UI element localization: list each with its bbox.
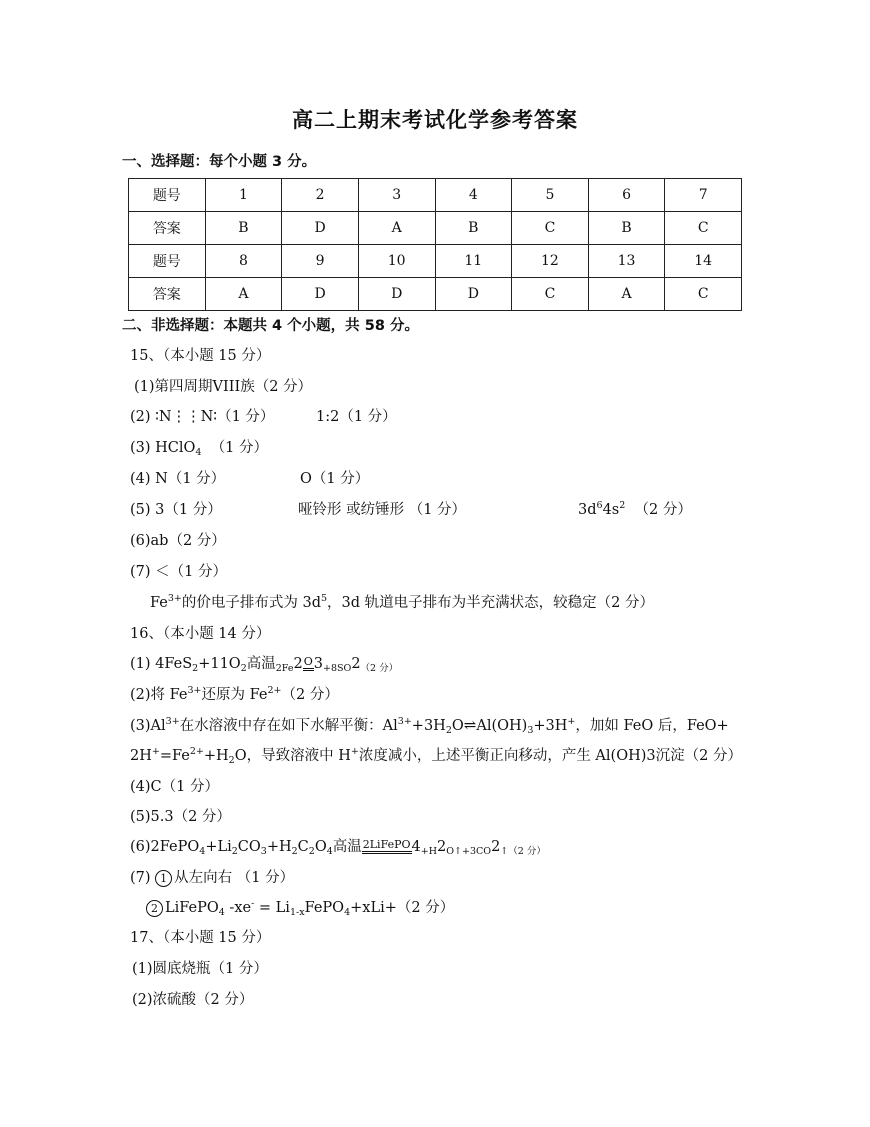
formula-text: （2 分） — [281, 687, 339, 703]
formula-text: 在水溶液中存在如下水解平衡：Al — [179, 718, 398, 734]
table-cell: D — [435, 278, 512, 311]
formula-text: (2)将 Fe — [130, 687, 188, 703]
formula-text: (3)Al — [130, 718, 166, 734]
subscript: +8SO — [323, 663, 352, 674]
q15-part7: (7) ＜（1 分） — [130, 564, 227, 580]
q16-part1 — [130, 652, 398, 674]
q15-part5-c-mid: 4s — [602, 502, 620, 518]
reaction-condition: O — [303, 656, 314, 671]
formula-text: +H — [266, 839, 292, 855]
table-row — [129, 212, 742, 245]
subscript: 2 — [192, 663, 199, 674]
table-row — [129, 245, 742, 278]
table-row-label: 题号 — [129, 179, 206, 212]
formula-text: 3 — [313, 656, 323, 672]
q15-part4-b: O（1 分） — [300, 471, 370, 487]
subscript: 3 — [527, 725, 534, 736]
circled-number-1: 1 — [155, 870, 172, 887]
formula-text: +3H — [411, 718, 446, 734]
formula-text: FePO — [304, 900, 345, 916]
table-cell: 14 — [665, 245, 742, 278]
table-cell: D — [282, 278, 359, 311]
section-heading-multiple-choice: 一、选择题：每个小题 3 分。 — [122, 154, 317, 170]
superscript: 2+ — [267, 685, 282, 696]
table-cell: 9 — [282, 245, 359, 278]
table-cell: 2 — [282, 179, 359, 212]
equilibrium-arrow-icon: ⇌ — [463, 716, 477, 734]
superscript: - — [251, 898, 255, 909]
q16-part3-b — [130, 744, 742, 766]
q16-part7-a: (7) 1 从左向右 （1 分） — [130, 870, 295, 886]
superscript: + — [350, 746, 359, 757]
q15-part5-c — [578, 498, 692, 519]
formula-text: 4 — [411, 839, 421, 855]
formula-text: 高温 — [332, 839, 362, 855]
q16-heading: 16、（本小题 14 分） — [130, 626, 271, 642]
table-cell: 6 — [588, 179, 665, 212]
subscript: 2 — [308, 846, 315, 857]
formula-text: 3 — [646, 748, 656, 764]
page-title: 高二上期末考试化学参考答案 — [292, 108, 578, 132]
reaction-condition: 2LiFePO — [362, 839, 412, 854]
q16-part7-b-text — [165, 900, 454, 916]
formula-text: + — [384, 900, 397, 916]
formula-text: Al(OH) — [476, 718, 528, 734]
subscript: +H — [420, 846, 438, 857]
table-cell: 7 — [665, 179, 742, 212]
q15-part3-sub: 4 — [195, 447, 202, 458]
table-cell: C — [665, 278, 742, 311]
q15-part5-c-score: （2 分） — [634, 502, 692, 518]
table-cell: B — [588, 212, 665, 245]
formula-text: 2 — [293, 656, 303, 672]
q15-part6: (6)ab（2 分） — [130, 533, 226, 549]
subscript: 2Fe — [275, 663, 294, 674]
q16-part5: (5)5.3（2 分） — [130, 809, 231, 825]
subscript: 2 — [240, 663, 247, 674]
formula-text: ，加如 FeO 后，FeO+ — [575, 718, 729, 734]
formula-text: = Li — [254, 900, 290, 916]
formula-text: 2H — [130, 748, 152, 764]
formula-text: （2 分） — [396, 900, 455, 916]
q17-heading: 17、（本小题 15 分） — [130, 930, 271, 946]
q15-heading: 15、（本小题 15 分） — [130, 348, 271, 364]
formula-text: +11O — [198, 656, 241, 672]
subscript: 4 — [199, 846, 206, 857]
table-cell: A — [358, 212, 435, 245]
q15-part3 — [130, 436, 268, 458]
table-cell: 5 — [512, 179, 589, 212]
q17-part1: (1)圆底烧瓶（1 分） — [132, 961, 268, 977]
subscript: （2 分） — [360, 663, 399, 674]
table-cell: A — [205, 278, 282, 311]
formula-text: (1) 4FeS — [130, 656, 193, 672]
table-row-label: 题号 — [129, 245, 206, 278]
superscript: 2+ — [189, 746, 204, 757]
formula-text: =Fe — [159, 748, 190, 764]
q15-part5-c-pre: 3d — [578, 502, 597, 518]
subscript: O↑+3CO — [446, 846, 492, 857]
formula-text: 浓度减小，上述平衡正向移动，产生 Al(OH) — [358, 748, 647, 764]
table-cell: 1 — [205, 179, 282, 212]
table-cell: C — [512, 212, 589, 245]
superscript: + — [567, 716, 576, 727]
table-cell: B — [435, 212, 512, 245]
q15-p7-sup2: 5 — [321, 593, 328, 604]
formula-text: C — [297, 839, 309, 855]
subscript: 3 — [260, 846, 267, 857]
q15-part5-c-sup1: 6 — [596, 500, 603, 511]
superscript: 3+ — [165, 716, 180, 727]
table-row — [129, 278, 742, 311]
table-cell: 13 — [588, 245, 665, 278]
formula-text: -xe — [224, 900, 252, 916]
formula-text: +Li — [205, 839, 232, 855]
q16-part7-b — [146, 896, 454, 918]
q15-p7-mid: 的价电子排布式为 3d — [181, 595, 321, 611]
table-cell: 10 — [358, 245, 435, 278]
formula-text: +3H — [533, 718, 568, 734]
q15-part3-score: （1 分） — [210, 440, 269, 456]
subscript: 4 — [344, 907, 351, 918]
q15-part5-b: 哑铃形 或纺锤形 （1 分） — [298, 502, 467, 518]
formula-text: (6)2FePO — [130, 839, 200, 855]
q16-part7-a-text: 从左向右 （1 分） — [174, 870, 295, 886]
section-heading-non-choice: 二、非选择题：本题共 4 个小题，共 58 分。 — [122, 318, 419, 334]
formula-text: CO — [237, 839, 261, 855]
table-cell: 12 — [512, 245, 589, 278]
q15-p7-post: ，3d 轨道电子排布为半充满状态，较稳定（2 分） — [327, 595, 654, 611]
table-cell: 11 — [435, 245, 512, 278]
q15-part5-c-sup2: 2 — [619, 500, 626, 511]
formula-text: 2 — [491, 839, 501, 855]
q17-part2: (2)浓硫酸（2 分） — [132, 992, 254, 1008]
q15-part1: (1)第四周期VIII族（2 分） — [134, 379, 313, 395]
table-cell: D — [358, 278, 435, 311]
superscript: 3+ — [187, 685, 202, 696]
answer-table — [128, 178, 742, 311]
q16-part4: (4)C（1 分） — [130, 779, 219, 795]
table-row — [129, 179, 742, 212]
table-cell: C — [512, 278, 589, 311]
subscript: 2 — [231, 846, 238, 857]
table-row-label: 答案 — [129, 212, 206, 245]
subscript: 4 — [326, 846, 333, 857]
table-cell: D — [282, 212, 359, 245]
table-cell: B — [205, 212, 282, 245]
table-cell: 8 — [205, 245, 282, 278]
q15-part4-a: (4) N（1 分） — [130, 471, 226, 487]
table-cell: A — [588, 278, 665, 311]
q16-part3-a — [130, 714, 729, 736]
table-cell: 3 — [358, 179, 435, 212]
superscript: 3+ — [397, 716, 412, 727]
q15-part7-explanation — [150, 591, 654, 612]
table-cell: 4 — [435, 179, 512, 212]
formula-text: O — [314, 839, 327, 855]
q16-part6 — [130, 835, 546, 857]
formula-text: +xLi — [350, 900, 385, 916]
formula-text: LiFePO — [165, 900, 219, 916]
q15-part3-formula: (3) HClO — [130, 440, 196, 456]
q15-p7-sup: 3+ — [167, 593, 182, 604]
formula-text: O，导致溶液中 H — [234, 748, 351, 764]
subscript: ↑（2 分） — [500, 846, 546, 857]
formula-text: +H — [203, 748, 229, 764]
q16-part2 — [130, 683, 339, 704]
formula-text: 2 — [351, 656, 361, 672]
table-row-label: 答案 — [129, 278, 206, 311]
subscript: 2 — [291, 846, 298, 857]
q15-part2-b: 1:2（1 分） — [316, 409, 397, 425]
q15-part5-a: (5) 3（1 分） — [130, 502, 222, 518]
table-cell: C — [665, 212, 742, 245]
subscript: 4 — [218, 907, 225, 918]
subscript: 2 — [445, 725, 452, 736]
circled-number-2: 2 — [146, 900, 163, 917]
subscript: 1-x — [289, 907, 305, 918]
q15-p7-fe: Fe — [150, 595, 168, 611]
formula-text: 还原为 Fe — [201, 687, 268, 703]
q15-part2-a: (2) ∶N⋮⋮N∶（1 分） — [130, 409, 275, 425]
subscript: 2 — [228, 755, 235, 766]
formula-text: 高温 — [246, 656, 276, 672]
formula-text: 沉淀（2 分） — [655, 748, 742, 764]
formula-text: 2 — [437, 839, 447, 855]
superscript: + — [151, 746, 160, 757]
formula-text: O — [451, 718, 464, 734]
